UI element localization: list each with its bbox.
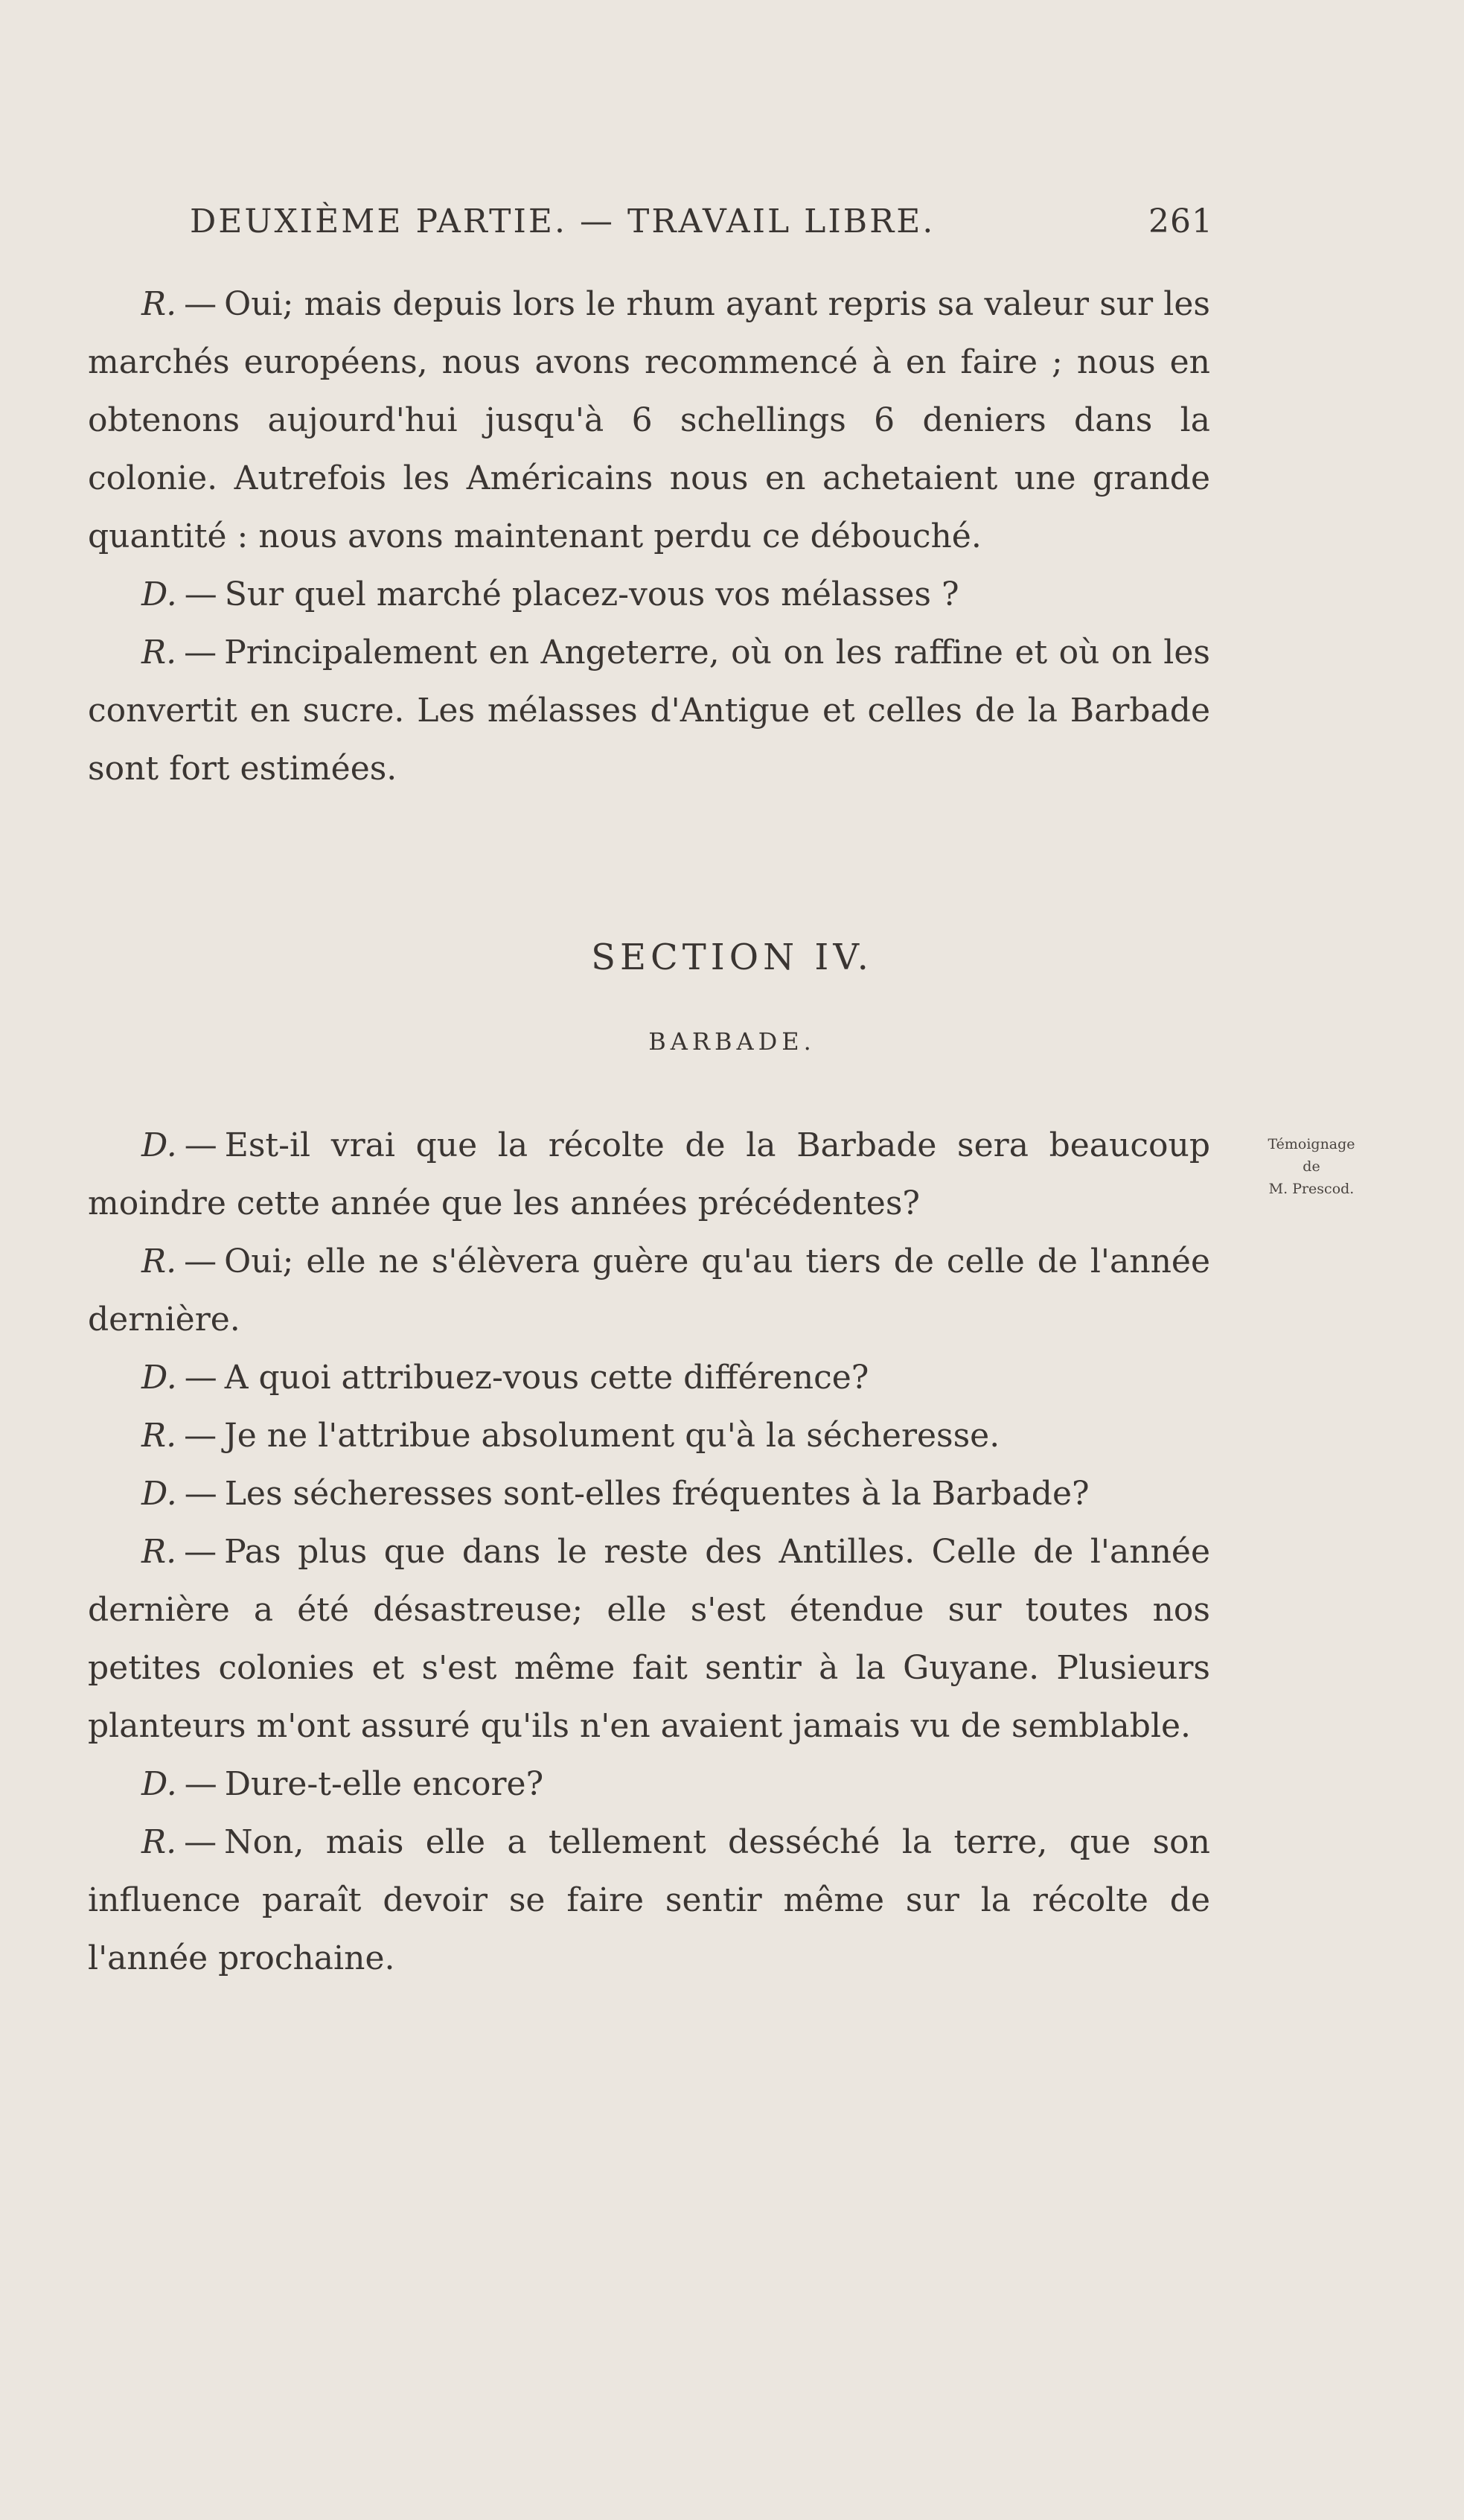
speaker-label: R. <box>141 1417 177 1455</box>
running-head <box>190 202 1213 240</box>
speaker-label: R. <box>141 285 177 323</box>
paragraph-text: Oui; mais depuis lors le rhum ayant repris sa valeur sur les marchés européens, nous avons recommencé à en faire ; nous en obtenons aujourd'hui jusqu'à 6 schellings 6 deniers dans la colonie. Autrefois les Américains nous en achetaient une grande quantité : nous avons maintenant perdu ce débouché. <box>88 285 1210 555</box>
paragraph: R. — Pas plus que dans le reste des Antilles. Celle de l'année dernière a été désastreuse; elle s'est étendue sur toutes nos petites colonies et s'est même fait sentir à la Guyane. Plusieurs planteurs m'ont assuré qu'ils n'en avaient jamais vu de semblable. <box>88 1533 1210 1745</box>
margin-note-line: de <box>1302 1158 1320 1175</box>
paragraph-text: Pas plus que dans le reste des Antilles. Celle de l'année dernière a été désastreuse; elle s'est étendue sur toutes nos petites colonies et s'est même fait sentir à la Guyane. Plusieurs planteurs m'ont assuré qu'ils n'en avaient jamais vu de semblable. <box>88 1533 1210 1745</box>
speaker-label: D. <box>141 1126 177 1164</box>
speaker-label: D. <box>141 575 177 613</box>
margin-note-line: M. Prescod. <box>1268 1181 1355 1197</box>
paragraph: R. — Oui; elle ne s'élèvera guère qu'au tiers de celle de l'année dernière. <box>88 1243 1210 1339</box>
paragraph: D. — Les sécheresses sont-elles fréquentes à la Barbade? <box>141 1475 1090 1513</box>
speaker-label: R. <box>141 1533 177 1571</box>
paragraph: D. — Dure-t-elle encore? <box>141 1765 544 1803</box>
speaker-label: D. <box>141 1359 177 1397</box>
speaker-label: D. <box>141 1475 177 1513</box>
paragraph: D. — Est-il vrai que la récolte de la Barbade sera beaucoup moindre cette année que les années précédentes? <box>88 1126 1210 1222</box>
speaker-label: R. <box>141 1243 177 1280</box>
paragraph: D. — A quoi attribuez-vous cette différence? <box>141 1359 869 1397</box>
paragraph-text: Je ne l'attribue absolument qu'à la sécheresse. <box>224 1417 1000 1455</box>
paragraph-text: A quoi attribuez-vous cette différence? <box>224 1359 869 1397</box>
paragraph: D. — Sur quel marché placez-vous vos mélasses ? <box>141 575 959 613</box>
paragraph: R. — Oui; mais depuis lors le rhum ayant repris sa valeur sur les marchés européens, nous avons recommencé à en faire ; nous en obtenons aujourd'hui jusqu'à 6 schellings 6 deniers dans la colonie. Autrefois les Américains nous en achetaient une grande quantité : nous avons maintenant perdu ce débouché. <box>88 285 1210 555</box>
paragraph: R. — Non, mais elle a tellement desséché la terre, que son influence paraît devoir se faire sentir même sur la récolte de l'année prochaine. <box>88 1823 1210 1977</box>
paragraph-text: Est-il vrai que la récolte de la Barbade sera beaucoup moindre cette année que les années précédentes? <box>88 1126 1210 1222</box>
margin-note-line: Témoignage <box>1268 1136 1355 1152</box>
paragraph-text: Non, mais elle a tellement desséché la terre, que son influence paraît devoir se faire sentir même sur la récolte de l'année prochaine. <box>88 1823 1210 1977</box>
paragraph-text: Oui; elle ne s'élèvera guère qu'au tiers de celle de l'année dernière. <box>88 1243 1210 1339</box>
paragraph: R. — Je ne l'attribue absolument qu'à la sécheresse. <box>141 1417 1000 1455</box>
paragraph-text: Dure-t-elle encore? <box>224 1765 544 1803</box>
paragraph: R. — Principalement en Angeterre, où on les raffine et où on les convertit en sucre. Les mélasses d'Antigue et celles de la Barbade sont fort estimées. <box>88 634 1210 788</box>
margin-note <box>1237 1133 1386 1200</box>
speaker-label: R. <box>141 1823 177 1861</box>
running-title: DEUXIÈME PARTIE. — TRAVAIL LIBRE. <box>190 202 936 240</box>
section-subtitle: BARBADE. <box>648 1027 816 1056</box>
dialogue-block-2 <box>88 1117 1210 1988</box>
page-number: 261 <box>1148 202 1213 240</box>
speaker-label: D. <box>141 1765 177 1803</box>
paragraph-text: Sur quel marché placez-vous vos mélasses ? <box>224 575 959 613</box>
paragraph-text: Principalement en Angeterre, où on les raffine et où on les convertit en sucre. Les mélasses d'Antigue et celles de la Barbade sont fort estimées. <box>88 634 1210 788</box>
dialogue-block-1 <box>88 275 1210 798</box>
section-title: SECTION IV. <box>591 937 873 978</box>
paragraph-text: Les sécheresses sont-elles fréquentes à la Barbade? <box>224 1475 1090 1513</box>
speaker-label: R. <box>141 634 177 672</box>
